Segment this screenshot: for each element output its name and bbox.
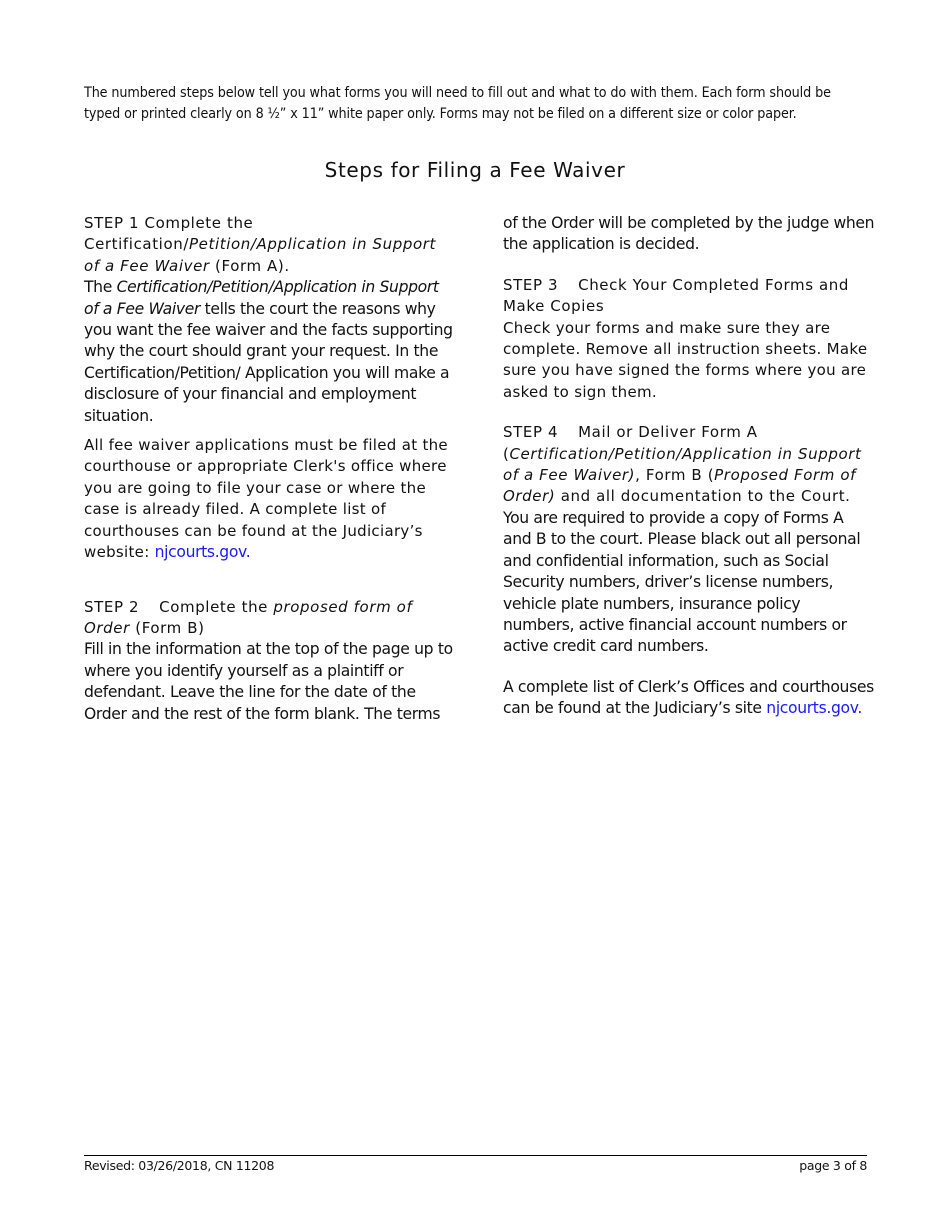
step-4-heading-part: ( <box>503 444 510 463</box>
step-3-heading-text: Check Your Completed Forms and Make Copies <box>503 275 849 316</box>
revision-info: Revised: 03/26/2018, CN 11208 <box>84 1158 275 1173</box>
step-4-body: You are required to provide a copy of Forms A and B to the court. Please black out all personal and confidential information, such as Social Security numbers, driver’s license numbers, vehicle plate numbers, insurance policy numbers, active financial account numbers or active credit card numbers. <box>503 508 861 656</box>
step-3-label: STEP 3 <box>503 275 559 294</box>
step-2-body-continued: of the Order will be completed by the judge when the application is decided. <box>503 214 875 254</box>
page-number: page 3 of 8 <box>799 1158 867 1173</box>
page-title: Steps for Filing a Fee Waiver <box>324 158 626 182</box>
step-1-note-text: All fee waiver applications must be filed at the courthouse or appropriate Clerk's office where you are going to file your case or where the case is already filed. A complete list of courthouses can be found at the Judiciary’s website: <box>84 436 448 562</box>
step-1-heading-pre: Complete the Certification/ <box>84 214 254 254</box>
step-4-note-text: A complete list of Clerk’s Offices and courthouses can be found at the Judiciary’s site <box>503 677 874 718</box>
step-2-heading-post: (Form B) <box>129 618 205 637</box>
step-4-note <box>503 677 875 720</box>
step-4-heading-italic: Proposed Form of Order) <box>503 466 856 506</box>
njcourts-link[interactable]: njcourts.gov. <box>154 543 251 562</box>
step-1-note <box>84 435 456 563</box>
step-4-label: STEP 4 <box>503 423 559 442</box>
intro-paragraph: The numbered steps below tell you what forms you will need to fill out and what to do with them. Each form should be typed or printed clearly on 8 ½” x 11” white paper only. Forms may not be filed on a different size or color paper. <box>84 85 831 122</box>
step-1-heading <box>84 213 456 277</box>
step-1-body-post: tells the court the reasons why you want the fee waiver and the facts supporting why the court should grant your request. In the Certification/Petition/ Application you will make a disclosure of your financial and employment situation. <box>84 299 453 425</box>
step-1-body-pre: The <box>84 278 117 297</box>
step-4-heading-part: , Form B ( <box>635 466 715 485</box>
step-1-body <box>84 277 456 427</box>
njcourts-link[interactable]: njcourts.gov. <box>766 699 862 718</box>
step-2-heading-italic: proposed form of Order <box>84 597 413 637</box>
footer <box>84 1158 867 1173</box>
step-4-heading <box>503 422 875 508</box>
step-1-heading-italic: Petition/Application in Support of a Fee Waiver <box>84 235 437 275</box>
step-1-body-italic: Certification/Petition/Application in Support of a Fee Waiver <box>84 278 439 318</box>
step-3-heading <box>503 275 875 318</box>
step-2-heading <box>84 597 456 640</box>
footer-divider <box>84 1155 867 1156</box>
step-4-heading-italic: Certification/Petition/Application in Support of a Fee Waiver) <box>503 444 862 485</box>
step-2-label: STEP 2 <box>84 597 140 616</box>
right-column <box>503 213 875 720</box>
step-1-heading-post: (Form A). <box>209 256 290 275</box>
step-4-heading-text: Mail or Deliver Form A <box>578 423 758 442</box>
step-2-heading-pre: Complete the <box>159 597 274 616</box>
step-1-label: STEP 1 <box>84 214 140 232</box>
left-column <box>84 213 456 725</box>
step-4-heading-part: and all documentation to the Court. <box>555 487 851 506</box>
step-2-body: Fill in the information at the top of the page up to where you identify yourself as a plaintiff or defendant. Leave the line for the date of the Order and the rest of the form blank. The terms <box>84 640 453 723</box>
step-3-body: Check your forms and make sure they are complete. Remove all instruction sheets. Make sure you have signed the forms where you are asked to sign them. <box>503 318 868 401</box>
